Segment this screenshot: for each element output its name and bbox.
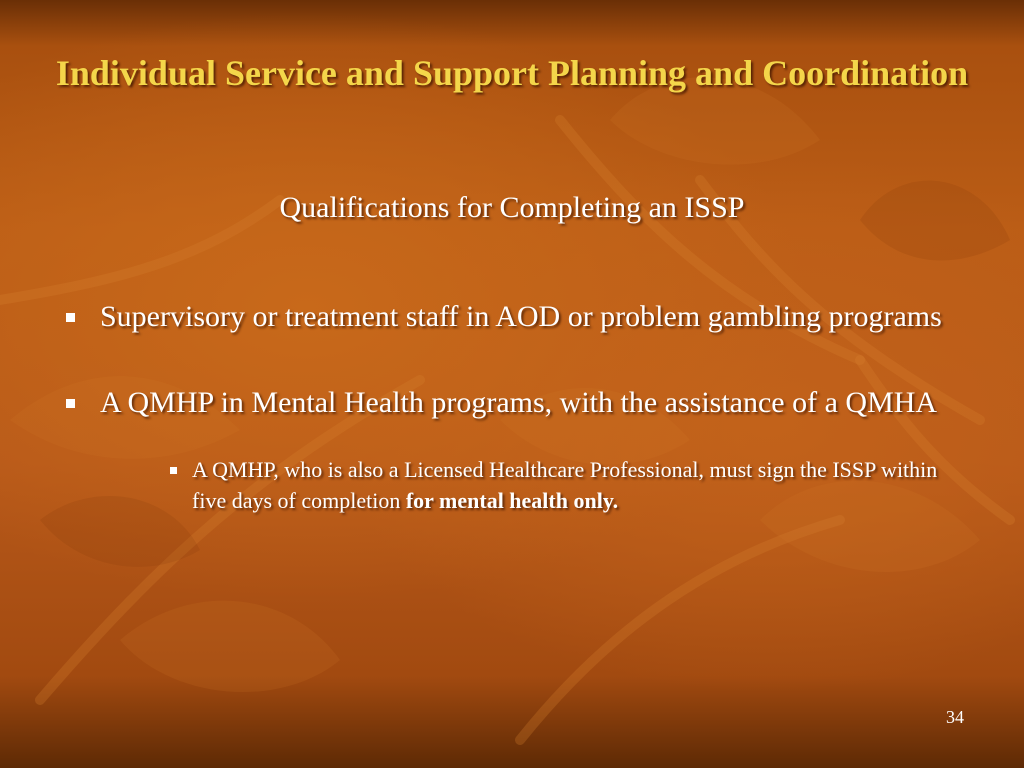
slide-title: Individual Service and Support Planning and Coordination [55,53,969,93]
square-bullet-icon [66,399,75,408]
bullet-item [60,382,960,424]
slide-subtitle: Qualifications for Completing an ISSP [279,191,745,224]
page-number: 34 [946,707,964,727]
bullet-list [60,296,960,516]
sub-bullet-text: A QMHP, who is also a Licensed Healthcare Professional, must sign the ISSP within five days of completion [192,457,938,513]
square-bullet-icon [170,467,177,474]
bullet-text: Supervisory or treatment staff in AOD or problem gambling programs [100,300,942,333]
sub-bullet-bold-text: for mental health only. [405,488,619,513]
sub-bullet-item [188,454,960,516]
square-bullet-icon [66,313,75,322]
bullet-item [60,296,960,338]
bullet-text: A QMHP in Mental Health programs, with the assistance of a QMHA [100,386,938,419]
